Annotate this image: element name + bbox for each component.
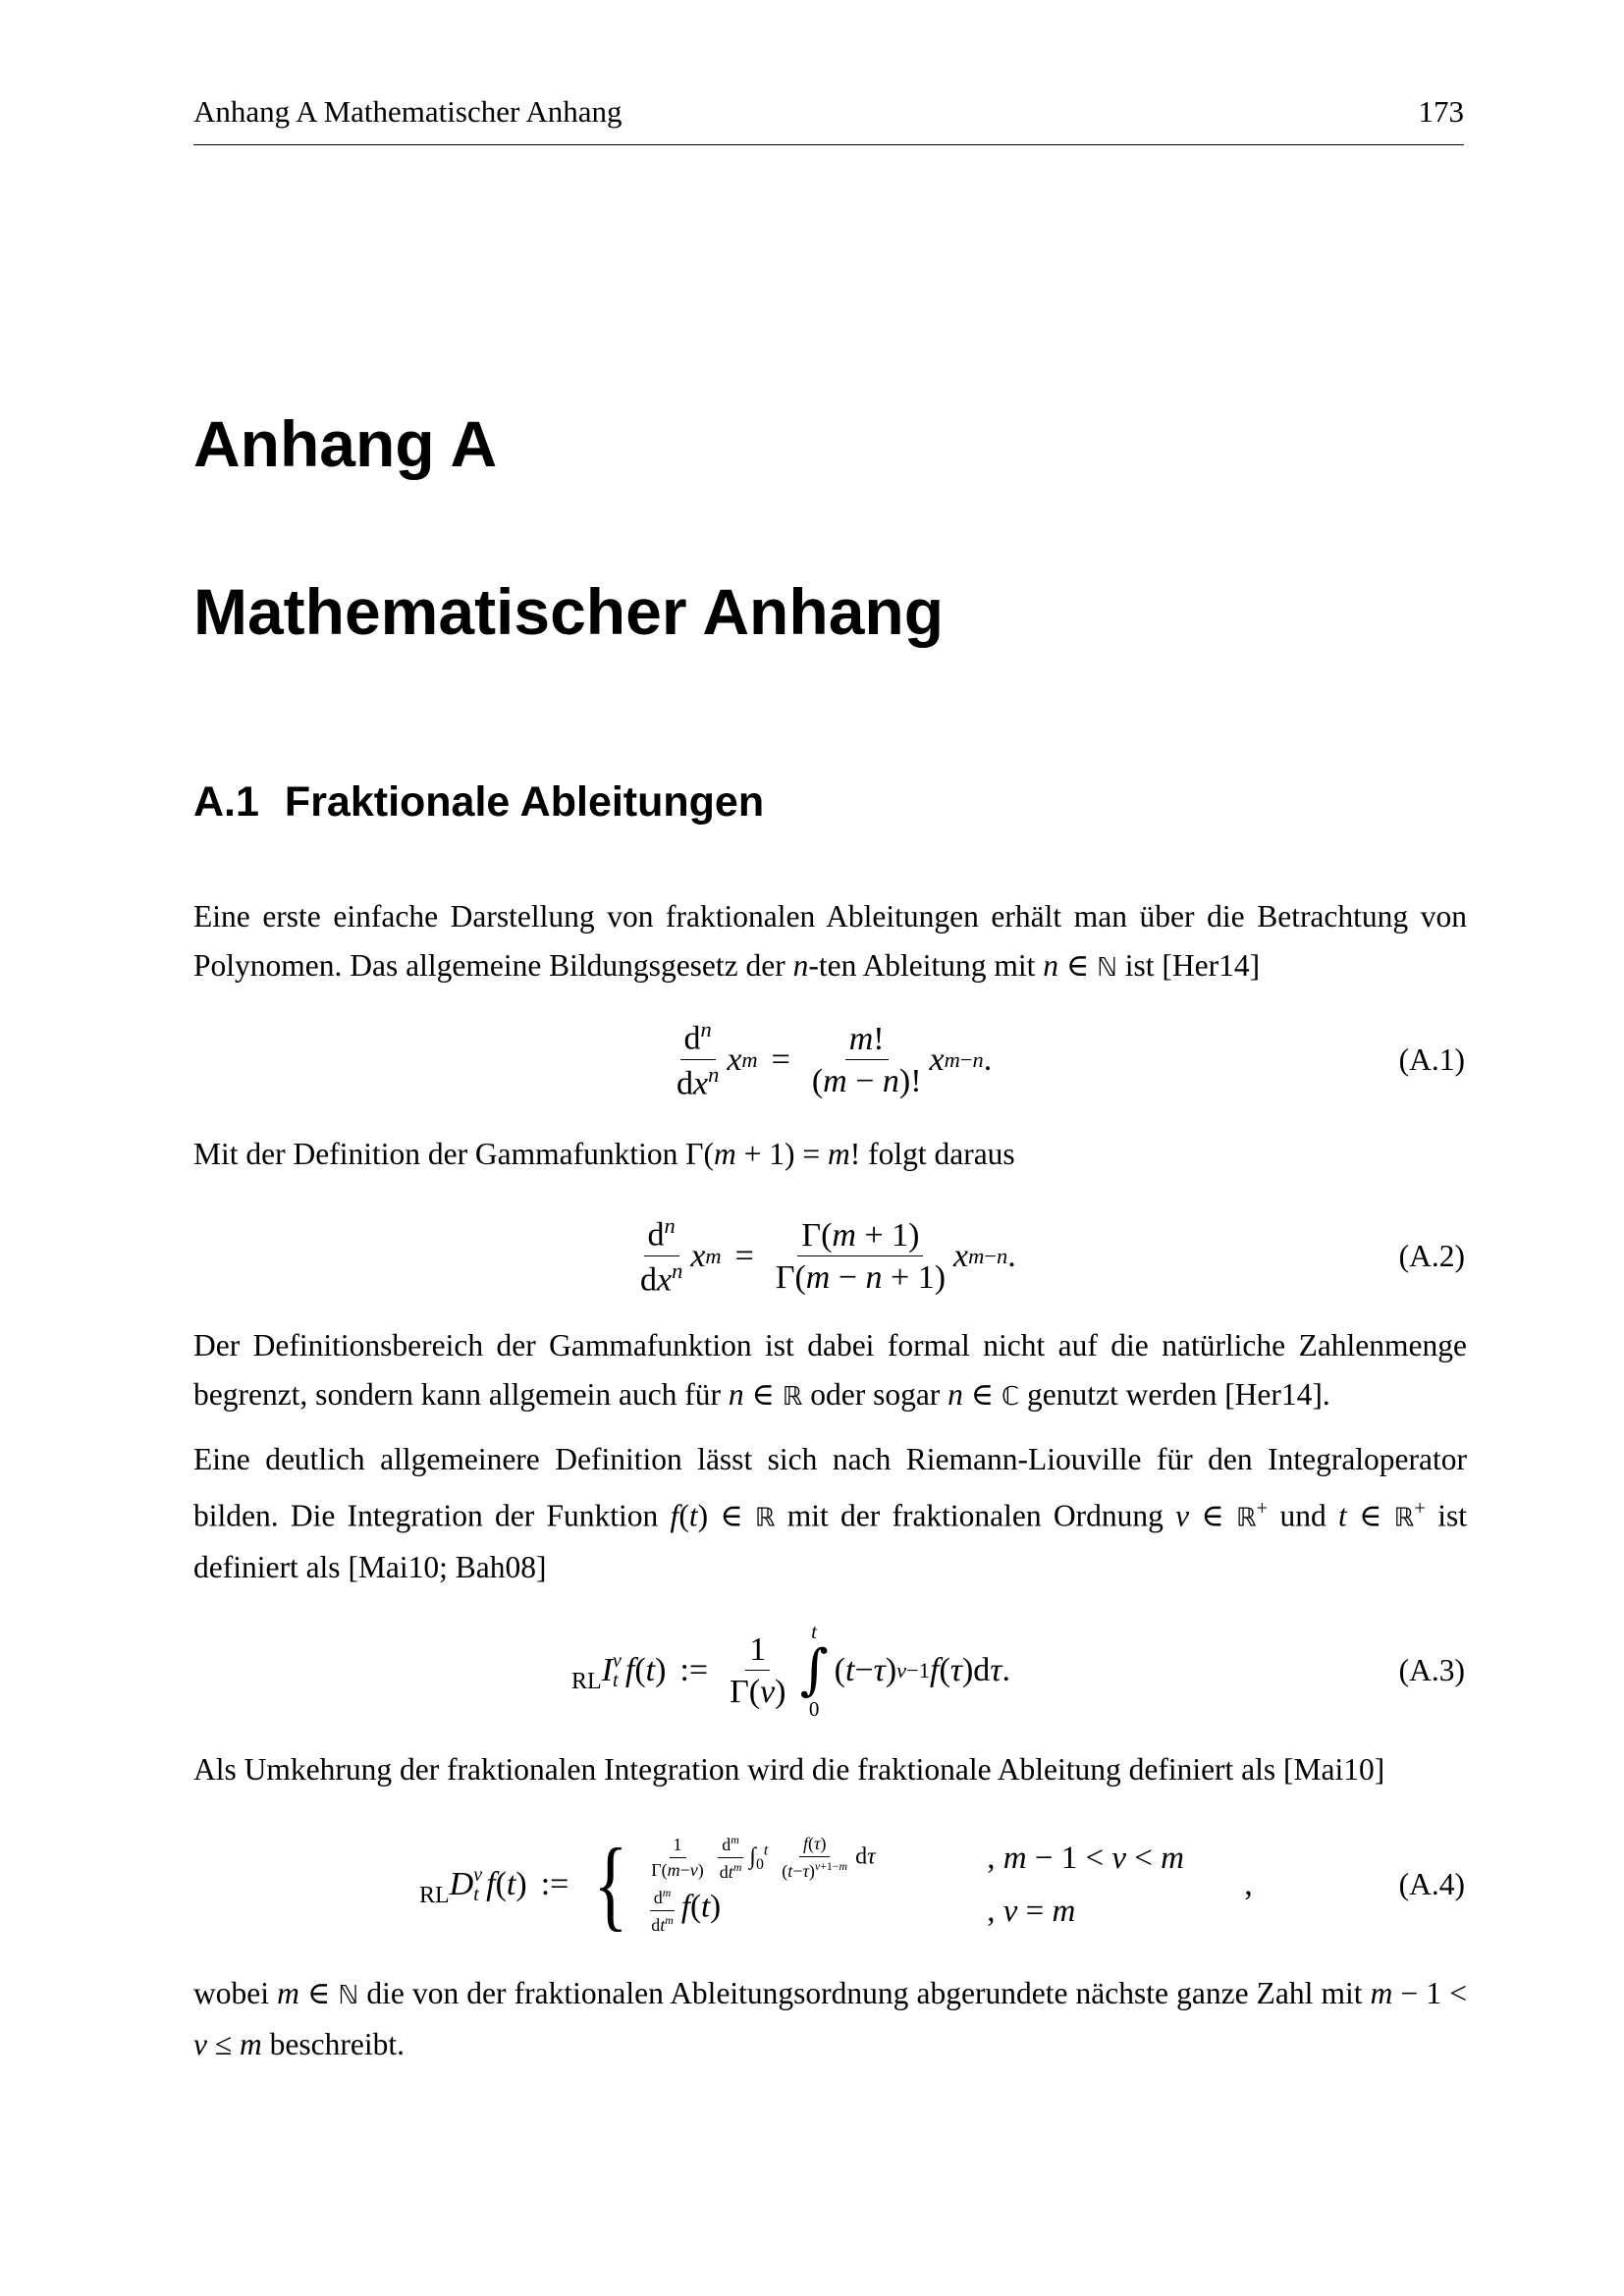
section-heading: [193, 778, 764, 827]
page-number: 173: [1418, 94, 1464, 129]
running-header: Anhang A Mathematischer Anhang: [193, 94, 623, 129]
equation-a1: $\frac{d^n}{dx^n}$ x m = $\frac{m!}{(m - n)!}$ x m−n . (A.1): [677, 1017, 1465, 1102]
equation-number-a3: (A.3): [1398, 1653, 1465, 1687]
equation-a3: RL I ν t f ( t ) := $\frac{1}{\Gamma(\nu)}$ t ∫ 0 ( t − τ ) ν−1 f ( τ )d τ . (A.3): [571, 1619, 1465, 1722]
paragraph-riemann-liouville: Eine deutlich allgemeinere Definition lässt sich nach Riemann-Liouville für den Integraloperator bilden. Die Integration der Funktion f(t) ∈ ℝ mit der fraktionalen Ordnung ν ∈ ℝ+ und t ∈ ℝ+ ist definiert als [Mai10; Bah08]: [193, 1442, 1467, 1584]
equation-number-a4: (A.4): [1398, 1867, 1465, 1901]
chapter-label: Anhang A: [193, 407, 498, 480]
section-title: Fraktionale Ableitungen: [284, 778, 765, 826]
paragraph-rounded-order: wobei m ∈ ℕ die von der fraktionalen Ableitungsordnung abgerundete nächste ganze Zahl mit m − 1 < ν ≤ m beschreibt.: [193, 1976, 1468, 2061]
equation-number-a1: (A.1): [1398, 1042, 1465, 1077]
paragraph-definition-domain: Der Definitionsbereich der Gammafunktion ist dabei formal nicht auf die natürliche Zahlenmenge begrenzt, sondern kann allgemein auch für n ∈ ℝ oder sogar n ∈ ℂ genutzt werden [Her14].: [193, 1328, 1467, 1412]
equation-number-a2: (A.2): [1398, 1239, 1465, 1273]
equation-a2: $\frac{d^n}{dx^n}$ x m = $\frac{\Gamma(m + 1)}{\Gamma(m - n + 1)}$ x m−n . (A.2): [640, 1213, 1465, 1299]
paragraph-fractional-derivative: Als Umkehrung der fraktionalen Integration wird die fraktionale Ableitung definiert als [Mai10]: [193, 1752, 1385, 1787]
header-rule: [193, 144, 1464, 145]
paragraph-polynomial-derivative: Eine erste einfache Darstellung von fraktionalen Ableitungen erhält man über die Betrachtung von Polynomen. Das allgemeine Bildungsgesetz der n-ten Ableitung mit n ∈ ℕ ist [Her14]: [193, 899, 1467, 983]
paragraph-gamma-definition: Mit der Definition der Gammafunktion Γ(m + 1) = m! folgt daraus: [193, 1137, 1015, 1171]
section-number: A.1: [193, 778, 259, 826]
equation-a4: RL D ν t f ( t ) := { $\frac{1}{\Gamma(m-\nu)}$ $\frac{d^m}{dt^m}$ $\int_0^t$ $\frac{f(\tau)}{(t-\tau)^{\nu+1-m}}$ dτ , m − 1 < ν < m $\frac{d^m}{dt^m}$ f(t) , ν = m , (A.4): [419, 1828, 1465, 1941]
chapter-title: Mathematischer Anhang: [193, 575, 945, 648]
